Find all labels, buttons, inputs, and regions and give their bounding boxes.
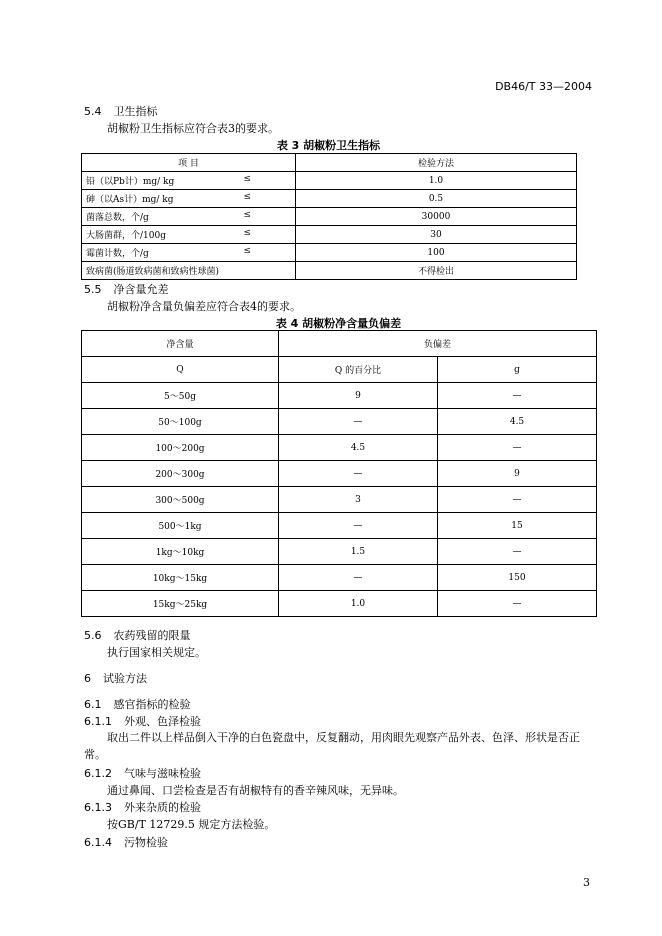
section-number: 6: [84, 672, 91, 685]
page-number: 3: [583, 876, 590, 889]
table-row: [82, 513, 597, 539]
item-cell: [82, 262, 296, 280]
section-6-1-4-heading: [84, 834, 168, 850]
section-5-6-text: 执行国家相关规定。: [107, 646, 206, 659]
subheader-g: g: [438, 357, 597, 383]
section-title: 外来杂质的检验: [124, 801, 201, 814]
range-cell: 1kg～10kg: [82, 539, 279, 565]
percent-cell: —: [279, 461, 438, 487]
item-cell: [82, 190, 296, 208]
operator: ≤: [243, 246, 251, 256]
section-6-1-1-text: 取出二件以上样品倒入干净的白色瓷盘中，反复翻动，用肉眼先观察产品外表、色泽、形状是否正常。: [84, 731, 580, 761]
section-5-4-heading: [84, 103, 158, 119]
table-4-caption: 表 4 胡椒粉净含量负偏差: [275, 317, 402, 330]
item-cell: [82, 226, 296, 244]
section-6-1-2-heading: [84, 765, 201, 781]
item-name: 大肠菌群，个/100g: [86, 231, 166, 241]
section-6-1-3-text: 按GB/T 12729.5 规定方法检验。: [107, 818, 276, 831]
table-3: [81, 153, 577, 280]
table-row: [82, 190, 577, 208]
range-cell: 500～1kg: [82, 513, 279, 539]
operator: ≤: [243, 228, 251, 238]
item-name: 砷（以As计）mg/ kg: [86, 195, 174, 205]
table-row: [82, 208, 577, 226]
value-cell: 30: [296, 226, 577, 244]
section-6-1-3-heading: [84, 799, 201, 815]
section-title: 试验方法: [103, 672, 147, 685]
g-cell: —: [438, 435, 597, 461]
table-row: [82, 591, 597, 617]
table-row: [82, 383, 597, 409]
item-cell: [82, 244, 296, 262]
section-title: 农药残留的限量: [113, 629, 191, 642]
percent-cell: 3: [279, 487, 438, 513]
section-number: 6.1.1: [84, 715, 112, 728]
table-row: [82, 487, 597, 513]
range-cell: 15kg～25kg: [82, 591, 279, 617]
range-cell: 300～500g: [82, 487, 279, 513]
value-cell: 1.0: [296, 172, 577, 190]
table-header-row: [82, 331, 597, 357]
table-3-caption: 表 3 胡椒粉卫生指标: [276, 139, 381, 152]
section-title: 净含量允差: [113, 283, 169, 296]
section-5-5-text: 胡椒粉净含量负偏差应符合表4的要求。: [107, 300, 301, 313]
section-number: 6.1.2: [84, 767, 112, 780]
section-5-5-heading: [84, 281, 169, 297]
section-title: 气味与滋味检验: [124, 767, 201, 780]
section-6-1-2-text: 通过鼻闻、口尝检查是否有胡椒特有的香辛辣风味，无异味。: [107, 784, 404, 797]
table-subheader-row: [82, 357, 597, 383]
document-code: DB46/T 33—2004: [495, 80, 592, 93]
table-4: [81, 330, 597, 617]
table-row: [82, 461, 597, 487]
section-number: 5.6: [84, 629, 102, 642]
value-cell: 100: [296, 244, 577, 262]
column-header-net-content: 净含量: [82, 331, 279, 357]
section-title: 卫生指标: [113, 105, 158, 118]
table-row: [82, 244, 577, 262]
percent-cell: 4.5: [279, 435, 438, 461]
percent-cell: —: [279, 565, 438, 591]
section-6-1-heading: [84, 696, 191, 712]
percent-cell: 1.5: [279, 539, 438, 565]
section-number: 5.5: [84, 283, 102, 296]
table-row: [82, 262, 577, 280]
section-title: 感官指标的检验: [113, 698, 191, 711]
table-row: [82, 539, 597, 565]
section-5-6-heading: [84, 627, 191, 643]
operator: ≤: [243, 174, 251, 184]
column-header-method: 检验方法: [296, 154, 577, 172]
g-cell: —: [438, 591, 597, 617]
operator: ≤: [243, 210, 251, 220]
range-cell: 10kg～15kg: [82, 565, 279, 591]
percent-cell: —: [279, 409, 438, 435]
section-6-1-1-heading: [84, 713, 201, 729]
column-header-item: 项 目: [82, 154, 296, 172]
g-cell: —: [438, 383, 597, 409]
section-number: 5.4: [84, 105, 102, 118]
section-5-4-text: 胡椒粉卫生指标应符合表3的要求。: [107, 122, 279, 135]
table-row: [82, 565, 597, 591]
table-row: [82, 172, 577, 190]
item-name: 霉菌计数，个/g: [86, 249, 149, 259]
value-cell: 不得检出: [296, 262, 577, 280]
percent-cell: 9: [279, 383, 438, 409]
section-number: 6.1.4: [84, 836, 112, 849]
section-number: 6.1: [84, 698, 102, 711]
g-cell: 9: [438, 461, 597, 487]
subheader-percent: Q 的百分比: [279, 357, 438, 383]
item-name: 致病菌(肠道致病菌和致病性球菌): [86, 267, 220, 277]
subheader-q: Q: [82, 357, 279, 383]
column-header-negative-deviation: 负偏差: [279, 331, 597, 357]
g-cell: 15: [438, 513, 597, 539]
range-cell: 100～200g: [82, 435, 279, 461]
range-cell: 50～100g: [82, 409, 279, 435]
range-cell: 200～300g: [82, 461, 279, 487]
percent-cell: —: [279, 513, 438, 539]
value-cell: 0.5: [296, 190, 577, 208]
table-header-row: [82, 154, 577, 172]
g-cell: 4.5: [438, 409, 597, 435]
g-cell: —: [438, 487, 597, 513]
section-title: 外观、色泽检验: [124, 715, 201, 728]
item-name: 铅（以Pb计）mg/ kg: [86, 177, 175, 187]
table-row: [82, 435, 597, 461]
value-cell: 30000: [296, 208, 577, 226]
g-cell: —: [438, 539, 597, 565]
section-title: 污物检验: [124, 836, 168, 849]
operator: ≤: [243, 192, 251, 202]
section-number: 6.1.3: [84, 801, 112, 814]
range-cell: 5～50g: [82, 383, 279, 409]
percent-cell: 1.0: [279, 591, 438, 617]
table-row: [82, 226, 577, 244]
g-cell: 150: [438, 565, 597, 591]
section-6-heading: [84, 670, 147, 686]
table-row: [82, 409, 597, 435]
item-cell: [82, 208, 296, 226]
item-cell: [82, 172, 296, 190]
item-name: 菌落总数，个/g: [86, 213, 149, 223]
